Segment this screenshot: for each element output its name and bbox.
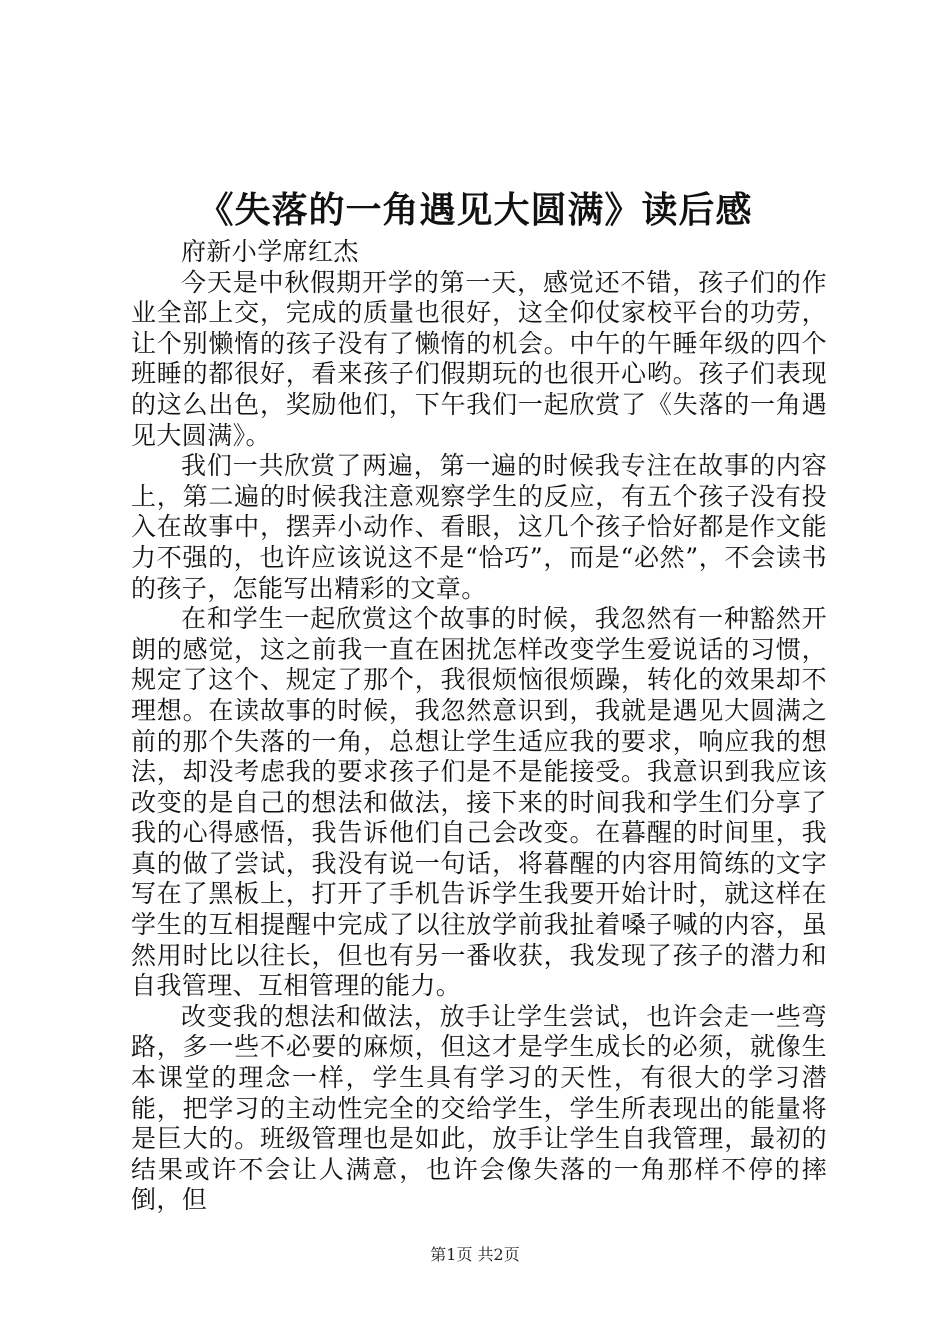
page-number-footer: 第1页 共2页	[430, 1245, 520, 1264]
document-body	[131, 237, 827, 1216]
author-line: 府新小学席红杰	[181, 237, 359, 266]
document-title: 《失落的一角遇见大圆满》读后感	[197, 189, 753, 231]
paragraph-1: 今天是中秋假期开学的第一天，感觉还不错，孩子们的作业全部上交，完成的质量也很好，这全仰仗家校平台的功劳，让个别懒惰的孩子没有了懒惰的机会。中午的午睡年级的四个班睡的都很好，看来孩子们假期玩的也很开心哟。孩子们表现的这么出色，奖励他们，下午我们一起欣赏了《失落的一角遇见大圆满》。	[131, 267, 827, 450]
paragraph-3: 在和学生一起欣赏这个故事的时候，我忽然有一种豁然开朗的感觉，这之前我一直在困扰怎样改变学生爱说话的习惯，规定了这个、规定了那个，我很烦恼很烦躁，转化的效果却不理想。在读故事的时候，我忽然意识到，我就是遇见大圆满之前的那个失落的一角，总想让学生适应我的要求，响应我的想法，却没考虑我的要求孩子们是不是能接受。我意识到我应该改变的是自己的想法和做法，接下来的时间我和学生们分享了我的心得感悟，我告诉他们自己会改变。在暮醒的时间里，我真的做了尝试，我没有说一句话，将暮醒的内容用简练的文字写在了黑板上，打开了手机告诉学生我要开始计时，就这样在学生的互相提醒中完成了以往放学前我扯着嗓子喊的内容，虽然用时比以往长，但也有另一番收获，我发现了孩子的潜力和自我管理、互相管理的能力。	[131, 604, 827, 1001]
paragraph-4: 改变我的想法和做法，放手让学生尝试，也许会走一些弯路，多一些不必要的麻烦，但这才是学生成长的必须，就像生本课堂的理念一样，学生具有学习的天性，有很大的学习潜能，把学习的主动性完全的交给学生，学生所表现出的能量将是巨大的。班级管理也是如此，放手让学生自我管理，最初的结果或许不会让人满意，也许会像失落的一角那样不停的摔倒，但	[131, 1001, 827, 1215]
paragraph-2: 我们一共欣赏了两遍，第一遍的时候我专注在故事的内容上，第二遍的时候我注意观察学生的反应，有五个孩子没有投入在故事中，摆弄小动作、看眼，这几个孩子恰好都是作文能力不强的，也许应该说这不是“恰巧”，而是“必然”，不会读书的孩子，怎能写出精彩的文章。	[131, 451, 827, 603]
